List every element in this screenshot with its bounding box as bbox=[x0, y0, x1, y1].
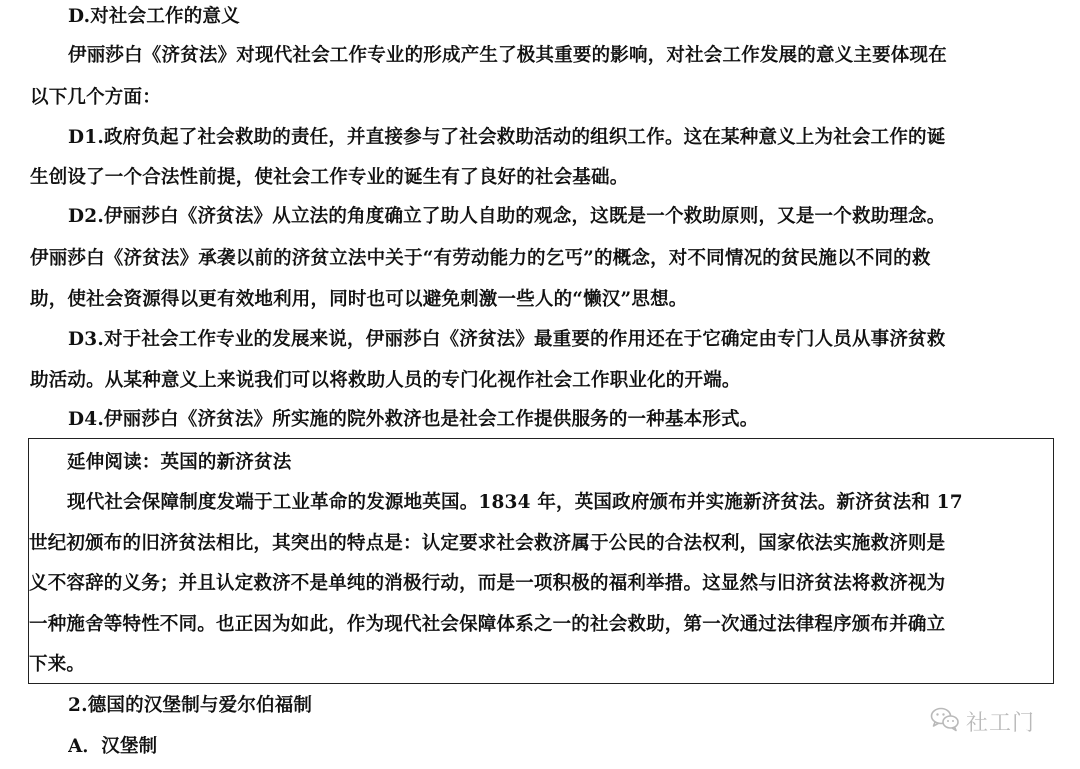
wechat-icon bbox=[930, 706, 960, 736]
paragraph-line: D4.伊丽莎白《济贫法》所实施的院外救济也是社会工作提供服务的一种基本形式。 bbox=[68, 409, 759, 430]
watermark-text: 社工门 bbox=[966, 710, 1036, 736]
paragraph-line: 世纪初颁布的旧济贫法相比，其突出的特点是：认定要求社会救济属于公民的合法权利，国家依法实施救济则是 bbox=[29, 533, 946, 554]
watermark bbox=[930, 706, 1035, 736]
extended-reading-title: 延伸阅读：英国的新济贫法 bbox=[67, 452, 292, 473]
paragraph-line: 助，使社会资源得以更有效地利用，同时也可以避免刺激一些人的“懒汉”思想。 bbox=[30, 289, 688, 310]
paragraph-line: 生创设了一个合法性前提，使社会工作专业的诞生有了良好的社会基础。 bbox=[30, 167, 629, 188]
paragraph-line: 一种施舍等特性不同。也正因为如此，作为现代社会保障体系之一的社会救助，第一次通过法律程序颁布并确立 bbox=[29, 614, 946, 635]
paragraph-line: 伊丽莎白《济贫法》承袭以前的济贫立法中关于“有劳动能力的乞丐”的概念，对不同情况的贫民施以不同的救 bbox=[30, 248, 931, 269]
paragraph-line: 下来。 bbox=[29, 654, 86, 675]
section-heading: 2.德国的汉堡制与爱尔伯福制 bbox=[68, 695, 313, 716]
paragraph-line: D1.政府负起了社会救助的责任，并直接参与了社会救助活动的组织工作。这在某种意义上为社会工作的诞 bbox=[68, 127, 946, 148]
paragraph-line: D3.对于社会工作专业的发展来说，伊丽莎白《济贫法》最重要的作用还在于它确定由专门人员从事济贫救 bbox=[68, 329, 946, 350]
paragraph-line: 伊丽莎白《济贫法》对现代社会工作专业的形成产生了极其重要的影响，对社会工作发展的意义主要体现在 bbox=[68, 45, 947, 66]
paragraph-line: D2.伊丽莎白《济贫法》从立法的角度确立了助人自助的观念，这既是一个救助原则，又是一个救助理念。 bbox=[68, 206, 946, 227]
paragraph-line: 助活动。从某种意义上来说我们可以将救助人员的专门化视作社会工作职业化的开端。 bbox=[30, 370, 741, 391]
paragraph-line: 义不容辞的义务；并且认定救济不是单纯的消极行动，而是一项积极的福利举措。这显然与旧济贫法将救济视为 bbox=[29, 573, 946, 594]
extended-reading-box bbox=[28, 438, 1054, 684]
section-heading: D.对社会工作的意义 bbox=[68, 6, 240, 27]
subsection-heading: A．汉堡制 bbox=[68, 736, 158, 757]
paragraph-line: 以下几个方面： bbox=[30, 87, 161, 108]
paragraph-line: 现代社会保障制度发端于工业革命的发源地英国。1834 年，英国政府颁布并实施新济贫法。新济贫法和 17 bbox=[67, 492, 963, 513]
